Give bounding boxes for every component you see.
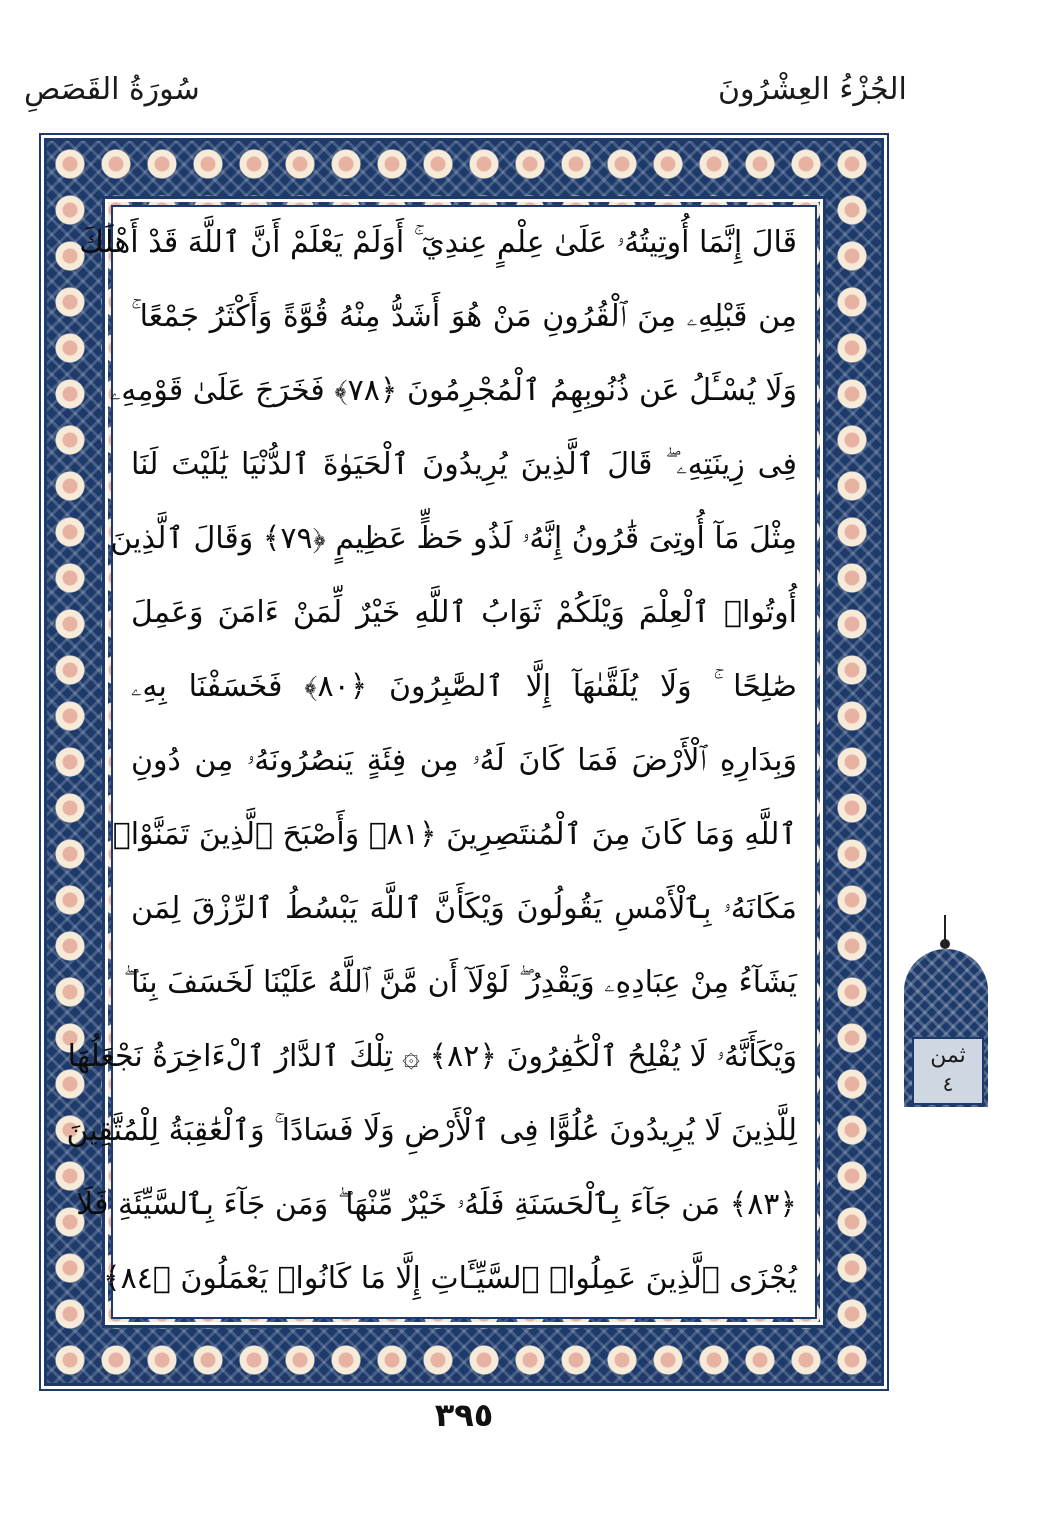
verse-line: يُجْزَى ٱلَّذِينَ عَمِلُوا۟ ٱلسَّيِّـَٔاتِ إِلَّا مَا كَانُوا۟ يَعْمَلُونَ ﴿٨٤﴾ <box>103 1261 797 1296</box>
verse-line: صَٰلِحًا ۚ وَلَا يُلَقَّىٰهَآ إِلَّا ٱلصَّٰبِرُونَ ﴿٨٠﴾ فَخَسَفْنَا بِهِۦ <box>131 669 797 704</box>
text-panel <box>66 205 817 1319</box>
verse-line: ﴿٨٣﴾ مَن جَآءَ بِٱلْحَسَنَةِ فَلَهُۥ خَيْرٌ مِّنْهَا ۖ وَمَن جَآءَ بِٱلسَّيِّئَةِ فَلَا <box>76 1187 797 1222</box>
marker-ornament <box>904 949 988 1107</box>
marker-stem <box>944 915 946 941</box>
verse-line: فِى زِينَتِهِۦ ۖ قَالَ ٱلَّذِينَ يُرِيدُونَ ٱلْحَيَوٰةَ ٱلدُّنْيَا يَٰلَيْتَ لَنَا <box>131 447 797 482</box>
verse-line: ٱللَّهِ وَمَا كَانَ مِنَ ٱلْمُنتَصِرِينَ ﴿٨١﴾ وَأَصْبَحَ ٱلَّذِينَ تَمَنَّوْا۟ <box>112 817 797 852</box>
verse-line: أُوتُوا۟ ٱلْعِلْمَ وَيْلَكُمْ ثَوَابُ ٱللَّهِ خَيْرٌ لِّمَنْ ءَامَنَ وَعَمِلَ <box>131 595 797 630</box>
ornamental-frame <box>44 138 884 1386</box>
verse-line: مِن قَبْلِهِۦ مِنَ ٱلْقُرُونِ مَنْ هُوَ أَشَدُّ مِنْهُ قُوَّةً وَأَكْثَرُ جَمْعًا ۚ <box>131 299 797 334</box>
verse-line: مَكَانَهُۥ بِٱلْأَمْسِ يَقُولُونَ وَيْكَأَنَّ ٱللَّهَ يَبْسُطُ ٱلرِّزْقَ لِمَن <box>131 891 797 926</box>
juz-title: الجُزْءُ العِشْرُونَ <box>718 72 907 107</box>
verse-line: وَبِدَارِهِ ٱلْأَرْضَ فَمَا كَانَ لَهُۥ مِن فِئَةٍ يَنصُرُونَهُۥ مِن دُونِ <box>131 743 797 778</box>
verse-line: يَشَآءُ مِنْ عِبَادِهِۦ وَيَقْدِرُ ۖ لَوْلَآ أَن مَّنَّ ٱللَّهُ عَلَيْنَا لَخَسَفَ بِنَا ۖ <box>123 965 797 1000</box>
marker-label-box <box>912 1037 984 1105</box>
verse-line: وَيْكَأَنَّهُۥ لَا يُفْلِحُ ٱلْكَٰفِرُونَ ﴿٨٢﴾ ۞ تِلْكَ ٱلدَّارُ ٱلْءَاخِرَةُ نَجْعَلُهَا <box>67 1039 797 1074</box>
verse-line: لِلَّذِينَ لَا يُرِيدُونَ عُلُوًّا فِى ٱلْأَرْضِ وَلَا فَسَادًا ۚ وَٱلْعَٰقِبَةُ لِلْمُتَّقِينَ <box>66 1113 797 1148</box>
verse-line: مِثْلَ مَآ أُوتِىَ قَٰرُونُ إِنَّهُۥ لَذُو حَظٍّ عَظِيمٍ ﴿٧٩﴾ وَقَالَ ٱلَّذِينَ <box>110 521 797 556</box>
verse-line: قَالَ إِنَّمَا أُوتِيتُهُۥ عَلَىٰ عِلْمٍ عِندِيٓ ۚ أَوَلَمْ يَعْلَمْ أَنَّ ٱللَّهَ قَدْ أَهْلَكَ <box>79 225 797 260</box>
marker-label: ثمن <box>930 1043 966 1068</box>
verse-line: وَلَا يُسْـَٔلُ عَن ذُنُوبِهِمُ ٱلْمُجْرِمُونَ ﴿٧٨﴾ فَخَرَجَ عَلَىٰ قَوْمِهِۦ <box>109 373 797 408</box>
marker-dot <box>940 939 950 949</box>
marker-number: ٤ <box>942 1072 954 1096</box>
surah-title: سُورَةُ القَصَصِ <box>24 72 200 107</box>
thumn-marker <box>898 915 994 1111</box>
page-number: ٣٩٥ <box>434 1396 494 1434</box>
